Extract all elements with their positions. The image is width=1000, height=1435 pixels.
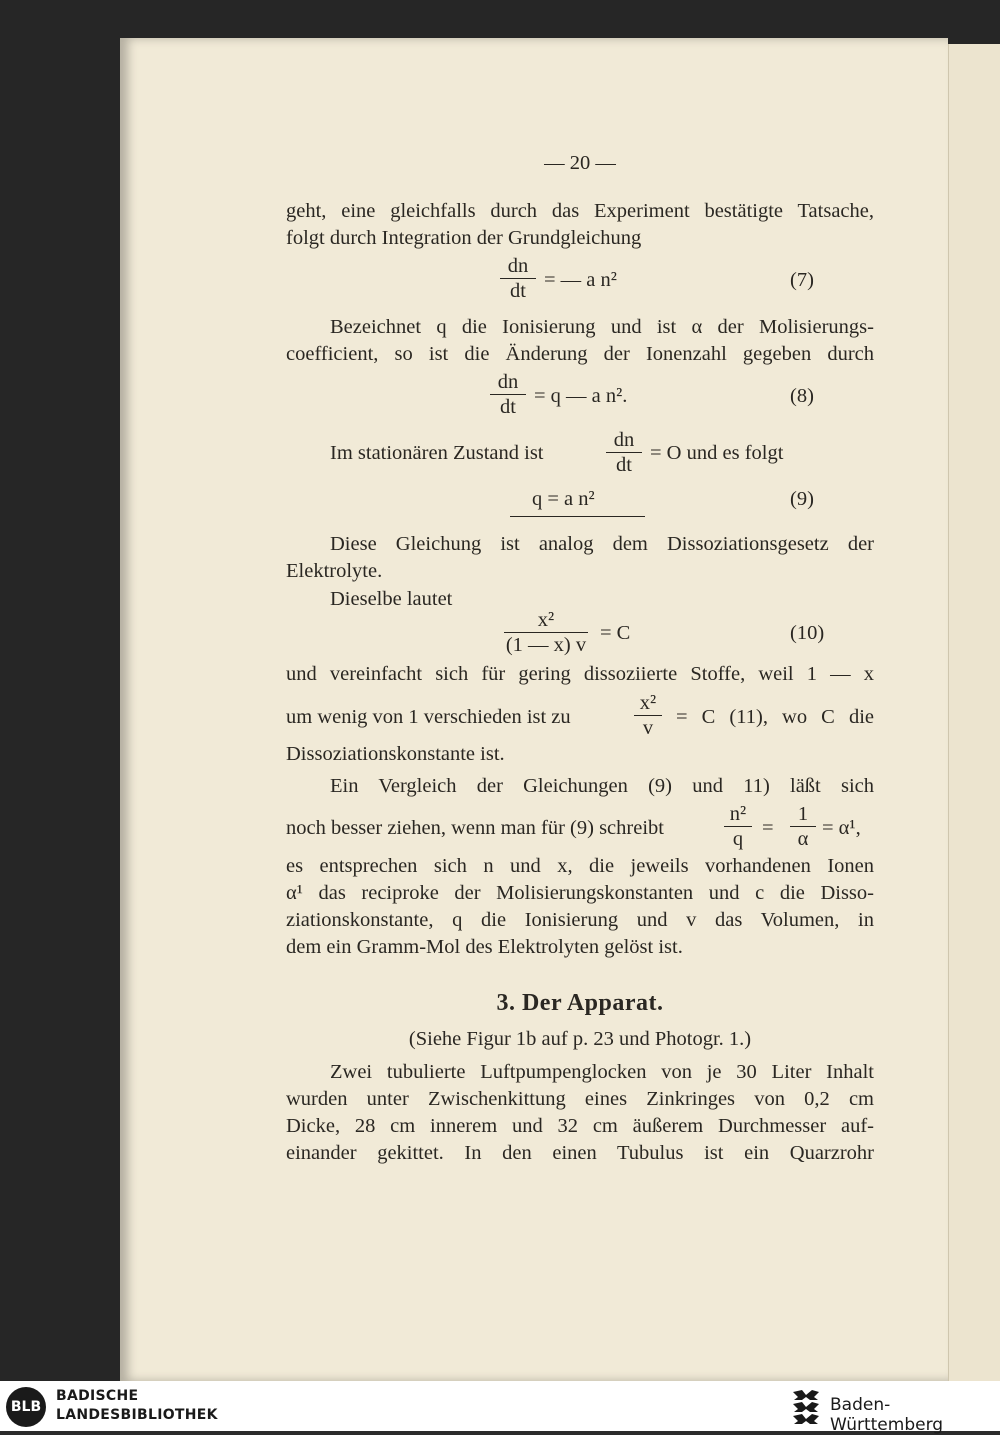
equation-10-label: (10) <box>790 622 825 644</box>
fraction-denominator: dt <box>510 280 526 302</box>
baden-wuerttemberg-crest-icon <box>790 1387 822 1425</box>
fraction-denominator: v <box>642 717 654 739</box>
text-line: folgt durch Integration der Grundgleichung <box>286 227 642 249</box>
text-line: Dissoziationskonstante ist. <box>286 743 505 765</box>
text-line: Dieselbe lautet <box>330 588 453 610</box>
text-line: Zwei tubulierte Luftpumpenglocken von je 30 Liter Inhalt <box>330 1061 874 1083</box>
text-line: Elektrolyte. <box>286 560 383 582</box>
footer-bar <box>0 1381 1000 1435</box>
equation-8-rhs: = q — a n². <box>534 385 628 407</box>
text-line: = α¹, <box>822 817 861 839</box>
n2-over-q-fraction <box>724 802 752 851</box>
text-line: geht, eine gleichfalls durch das Experiment bestätigte Tatsache, <box>286 200 874 222</box>
text-line: einander gekittet. In den einen Tubulus ist ein Quarzrohr <box>286 1142 874 1164</box>
library-name-line2: LANDESBIBLIOTHEK <box>56 1407 218 1423</box>
text-line: dem ein Gramm-Mol des Elektrolyten gelöst ist. <box>286 936 683 958</box>
text-line: Bezeichnet q die Ionisierung und ist α der Molisierungs- <box>330 316 874 338</box>
text-line: noch besser ziehen, wenn man für (9) schreibt <box>286 817 664 839</box>
fraction-denominator: (1 — x) v <box>505 634 587 656</box>
text-line: Dicke, 28 cm innerem und 32 cm äußerem Durchmesser auf- <box>286 1115 874 1137</box>
fraction-denominator: dt <box>500 396 516 418</box>
section-subheading: (Siehe Figur 1b auf p. 23 und Photogr. 1.) <box>408 1028 752 1050</box>
blb-logo[interactable]: BLB <box>6 1387 46 1427</box>
equation-8-fraction <box>490 370 526 419</box>
text-line: ziationskonstante, q die Ionisierung und v das Volumen, in <box>286 909 874 931</box>
text-line: Ein Vergleich der Gleichungen (9) und 11) läßt sich <box>330 775 874 797</box>
equation-11-fraction <box>634 691 662 740</box>
one-over-alpha-fraction <box>790 802 816 851</box>
text-line: und vereinfacht sich für gering dissoziierte Stoffe, weil 1 — x <box>286 663 874 685</box>
equation-7-label: (7) <box>790 269 814 291</box>
text-line: es entsprechen sich n und x, die jeweils vorhandenen Ionen <box>286 855 874 877</box>
section-heading: 3. Der Apparat. <box>496 990 664 1016</box>
equation-9-label: (9) <box>790 488 814 510</box>
equation-9: q = a n² <box>532 488 595 510</box>
equation-10-fraction <box>504 608 588 657</box>
fraction-denominator: dt <box>616 454 632 476</box>
equation-10-rhs: = C <box>600 622 631 644</box>
stationary-fraction <box>606 428 642 477</box>
next-page-edge <box>948 44 1000 1381</box>
fraction-numerator: dn <box>606 428 642 453</box>
fraction-numerator: x² <box>634 691 662 716</box>
text-line: wurden unter Zwischenkittung eines Zinkringes von 0,2 cm <box>286 1088 874 1110</box>
equation-8-label: (8) <box>790 385 814 407</box>
text-line: = C (11), wo C die <box>676 706 874 728</box>
text-line: coefficient, so ist die Änderung der Ionenzahl gegeben durch <box>286 343 874 365</box>
fraction-denominator: α <box>797 828 809 850</box>
text-line: = O und es folgt <box>650 442 784 464</box>
fraction-numerator: x² <box>504 608 588 633</box>
separator-rule <box>510 516 645 517</box>
state-name[interactable]: Baden-Württemberg <box>830 1395 944 1435</box>
equation-7-fraction <box>500 254 536 303</box>
text-line: Diese Gleichung ist analog dem Dissoziationsgesetz der <box>330 533 874 555</box>
library-name-line1: BADISCHE <box>56 1388 139 1404</box>
fraction-denominator: q <box>732 828 744 850</box>
text-line: Im stationären Zustand ist <box>330 442 544 464</box>
fraction-numerator: dn <box>490 370 526 395</box>
equation-7-rhs: = — a n² <box>544 269 617 291</box>
fraction-numerator: dn <box>500 254 536 279</box>
text-line: um wenig von 1 verschieden ist zu <box>286 706 571 728</box>
fraction-numerator: n² <box>724 802 752 827</box>
text-line: α¹ das reciproke der Molisierungskonstanten und c die Disso- <box>286 882 874 904</box>
fraction-numerator: 1 <box>790 802 816 827</box>
library-name[interactable] <box>56 1387 218 1425</box>
equals-sign: = <box>762 817 774 839</box>
page-number: — 20 — <box>544 152 616 174</box>
